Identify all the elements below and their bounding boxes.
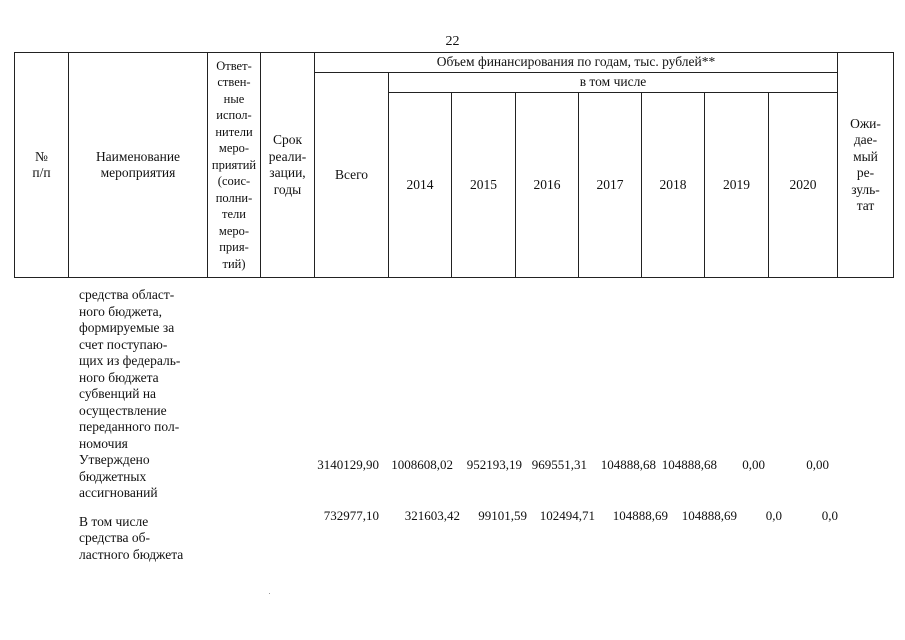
row2-2018: 104888,69 — [681, 508, 737, 523]
row1-total: 3140129,90 — [317, 457, 379, 472]
scan-speck — [269, 593, 270, 594]
header-name: Наименование мероприятия — [95, 148, 181, 180]
row1-2018: 104888,68 — [661, 457, 717, 472]
header-financing-group: Объем финансирования по годам, тыс. рублей** — [436, 54, 716, 70]
header-term: Срок реали- зации, годы — [268, 132, 307, 197]
header-including: в том числе — [579, 74, 647, 90]
row2-2015: 99101,59 — [478, 508, 527, 523]
header-total: Всего — [334, 166, 369, 182]
table-header — [14, 52, 894, 278]
row2-2020: 0,0 — [821, 508, 838, 523]
description-block-2: Утверждено бюджетных ассигнований — [79, 452, 158, 500]
row1-2019: 0,00 — [742, 457, 765, 472]
description-column — [79, 287, 209, 563]
header-year-2014: 2014 — [406, 176, 434, 192]
page-number: 22 — [445, 34, 460, 49]
row1-2020: 0,00 — [806, 457, 829, 472]
row1-2017: 104888,68 — [600, 457, 656, 472]
row1-2015: 952193,19 — [466, 457, 522, 472]
row2-2019: 0,0 — [765, 508, 782, 523]
header-year-2016: 2016 — [533, 176, 561, 192]
header-num: № п/п — [32, 148, 51, 180]
header-result: Ожи- дае- мый ре- зуль- тат — [850, 115, 881, 213]
row1-2016: 969551,31 — [531, 457, 587, 472]
description-block-3: В том числе средства об- ластного бюджета — [79, 513, 184, 562]
row2-2017: 104888,69 — [612, 508, 668, 523]
row2-total: 732977,10 — [323, 508, 379, 523]
description-block-1: средства област- ного бюджета, формируемые за счет поступаю- щих из федераль- ного бюджета субвенций на осуществление переданного пол- номочия — [79, 287, 181, 451]
row1-2014: 1008608,02 — [391, 457, 453, 472]
header-year-2018: 2018 — [659, 176, 687, 192]
header-year-2015: 2015 — [470, 176, 497, 192]
row2-2016: 102494,71 — [539, 508, 595, 523]
header-year-2020: 2020 — [789, 176, 817, 192]
row2-2014: 321603,42 — [404, 508, 460, 523]
header-year-2019: 2019 — [723, 176, 750, 192]
header-responsible: Ответ- ствен- ные испол- нители меро- приятий (соис- полни- тели меро- прия- тий) — [211, 58, 257, 271]
header-year-2017: 2017 — [596, 176, 624, 192]
